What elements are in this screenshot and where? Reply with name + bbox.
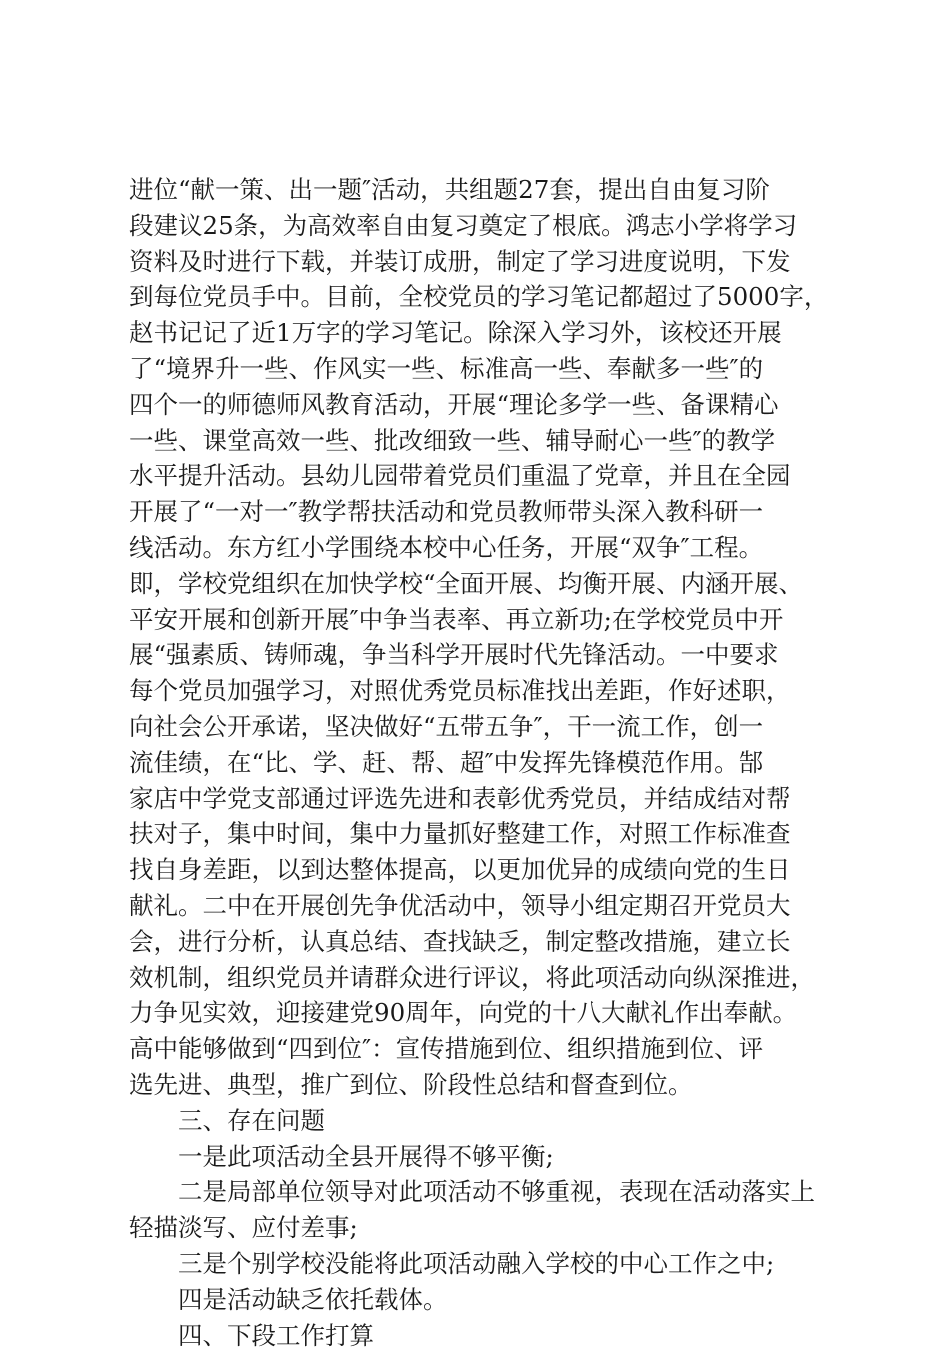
paragraph-line: 献礼。二中在开展创先争优活动中，领导小组定期召开党员大: [129, 888, 839, 924]
paragraph-line: 选先进、典型，推广到位、阶段性总结和督查到位。: [129, 1067, 839, 1103]
paragraph-line: 线活动。东方红小学围绕本校中心任务，开展“双争″工程。: [129, 530, 839, 566]
document-body: [129, 172, 839, 1353]
problem-item-4: 四是活动缺乏依托载体。: [129, 1282, 839, 1318]
paragraph-line: 向社会公开承诺，坚决做好“五带五争″，干一流工作，创一: [129, 709, 839, 745]
paragraph-line: 每个党员加强学习，对照优秀党员标准找出差距，作好述职，: [129, 673, 839, 709]
problem-item-3: 三是个别学校没能将此项活动融入学校的中心工作之中;: [129, 1246, 839, 1282]
problem-item-1: 一是此项活动全县开展得不够平衡;: [129, 1139, 839, 1175]
paragraph-line: 即，学校党组织在加快学校“全面开展、均衡开展、内涵开展、: [129, 566, 839, 602]
paragraph-line: 进位“献一策、出一题″活动，共组题27套，提出自由复习阶: [129, 172, 839, 208]
problem-item-2-continued: 轻描淡写、应付差事;: [129, 1210, 839, 1246]
paragraph-line: 资料及时进行下载，并装订成册，制定了学习进度说明，下发: [129, 244, 839, 280]
paragraph-line: 流佳绩，在“比、学、赶、帮、超″中发挥先锋模范作用。郜: [129, 745, 839, 781]
paragraph-line: 开展了“一对一″教学帮扶活动和党员教师带头深入教科研一: [129, 494, 839, 530]
paragraph-line: 扶对子，集中时间，集中力量抓好整建工作，对照工作标准查: [129, 816, 839, 852]
paragraph-line: 找自身差距，以到达整体提高，以更加优异的成绩向党的生日: [129, 852, 839, 888]
paragraph-line: 平安开展和创新开展″中争当表率、再立新功;在学校党员中开: [129, 602, 839, 638]
paragraph-line: 段建议25条，为高效率自由复习奠定了根底。鸿志小学将学习: [129, 208, 839, 244]
section-heading-next-plan: 四、下段工作打算: [129, 1318, 839, 1353]
paragraph-line: 家店中学党支部通过评选先进和表彰优秀党员，并结成结对帮: [129, 781, 839, 817]
paragraph-line: 赵书记记了近1万字的学习笔记。除深入学习外，该校还开展: [129, 315, 839, 351]
paragraph-line: 展“强素质、铸师魂，争当科学开展时代先锋活动。一中要求: [129, 637, 839, 673]
problem-item-2: 二是局部单位领导对此项活动不够重视，表现在活动落实上: [129, 1174, 839, 1210]
paragraph-line: 会，进行分析，认真总结、查找缺乏，制定整改措施，建立长: [129, 924, 839, 960]
section-heading-problems: 三、存在问题: [129, 1103, 839, 1139]
paragraph-line: 高中能够做到“四到位″：宣传措施到位、组织措施到位、评: [129, 1031, 839, 1067]
paragraph-line: 一些、课堂高效一些、批改细致一些、辅导耐心一些″的教学: [129, 423, 839, 459]
paragraph-line: 四个一的师德师风教育活动，开展“理论多学一些、备课精心: [129, 387, 839, 423]
paragraph-line: 到每位党员手中。目前，全校党员的学习笔记都超过了5000字，: [129, 279, 839, 315]
paragraph-line: 了“境界升一些、作风实一些、标准高一些、奉献多一些″的: [129, 351, 839, 387]
paragraph-line: 效机制，组织党员并请群众进行评议，将此项活动向纵深推进，: [129, 960, 839, 996]
paragraph-line: 水平提升活动。县幼儿园带着党员们重温了党章，并且在全园: [129, 458, 839, 494]
paragraph-line: 力争见实效，迎接建党90周年，向党的十八大献礼作出奉献。: [129, 995, 839, 1031]
